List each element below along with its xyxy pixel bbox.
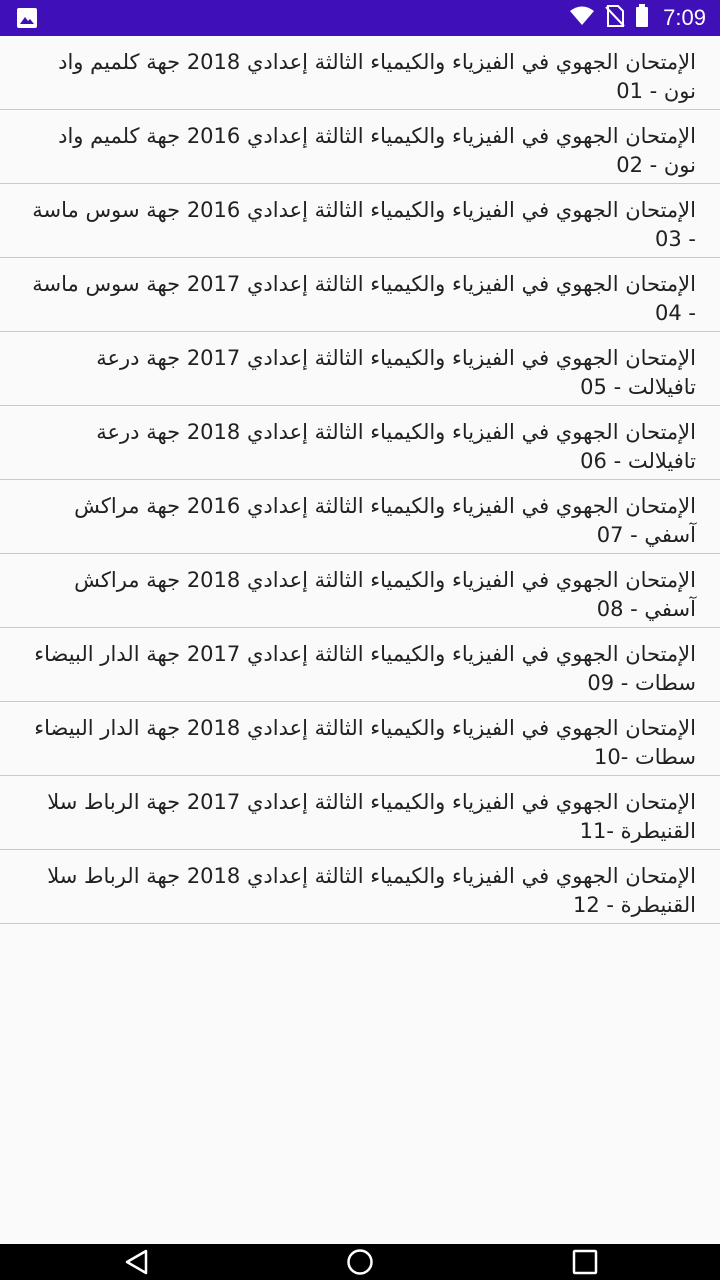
list-item-label: الإمتحان الجهوي في الفيزياء والكيمياء الثالثة إعدادي 2017 جهة درعة تافيلالت - 05 xyxy=(96,346,696,399)
navigation-bar xyxy=(0,1244,720,1280)
list-item-label: الإمتحان الجهوي في الفيزياء والكيمياء الثالثة إعدادي 2016 جهة كلميم واد نون - 02 xyxy=(58,124,696,177)
list-item[interactable] xyxy=(0,406,720,480)
status-time: 7:09 xyxy=(663,5,706,30)
list-item-label: الإمتحان الجهوي في الفيزياء والكيمياء الثالثة إعدادي 2018 جهة مراكش آسفي - 08 xyxy=(74,568,696,621)
list-item-label: الإمتحان الجهوي في الفيزياء والكيمياء الثالثة إعدادي 2018 جهة الرباط سلا القنيطرة - 12 xyxy=(47,864,696,917)
list-item-label: الإمتحان الجهوي في الفيزياء والكيمياء الثالثة إعدادي 2017 جهة الرباط سلا القنيطرة -11 xyxy=(47,790,696,843)
status-icons xyxy=(569,0,706,36)
list-item[interactable] xyxy=(0,258,720,332)
list-item-label: الإمتحان الجهوي في الفيزياء والكيمياء الثالثة إعدادي 2018 جهة الدار البيضاء سطات -10 xyxy=(34,716,696,769)
back-icon[interactable] xyxy=(122,1248,152,1276)
list-item[interactable] xyxy=(0,110,720,184)
exam-list xyxy=(0,36,720,924)
status-bar xyxy=(0,0,720,36)
list-item[interactable] xyxy=(0,628,720,702)
list-item[interactable] xyxy=(0,480,720,554)
list-item-label: الإمتحان الجهوي في الفيزياء والكيمياء الثالثة إعدادي 2017 جهة الدار البيضاء سطات - 09 xyxy=(34,642,696,695)
home-icon[interactable] xyxy=(345,1248,375,1276)
list-item-label: الإمتحان الجهوي في الفيزياء والكيمياء الثالثة إعدادي 2017 جهة سوس ماسة - 04 xyxy=(32,272,696,325)
list-item[interactable] xyxy=(0,554,720,628)
list-item[interactable] xyxy=(0,184,720,258)
list-item-label: الإمتحان الجهوي في الفيزياء والكيمياء الثالثة إعدادي 2016 جهة سوس ماسة - 03 xyxy=(32,198,696,251)
list-item-label: الإمتحان الجهوي في الفيزياء والكيمياء الثالثة إعدادي 2016 جهة مراكش آسفي - 07 xyxy=(74,494,696,547)
no-sim-icon xyxy=(605,4,625,32)
list-item[interactable] xyxy=(0,776,720,850)
recents-icon[interactable] xyxy=(570,1248,600,1276)
list-item[interactable] xyxy=(0,850,720,924)
list-item[interactable] xyxy=(0,36,720,110)
list-item[interactable] xyxy=(0,332,720,406)
battery-icon xyxy=(635,4,649,32)
image-icon xyxy=(16,7,38,29)
list-item-label: الإمتحان الجهوي في الفيزياء والكيمياء الثالثة إعدادي 2018 جهة كلميم واد نون - 01 xyxy=(58,50,696,103)
list-item[interactable] xyxy=(0,702,720,776)
wifi-icon xyxy=(569,5,595,31)
list-item-label: الإمتحان الجهوي في الفيزياء والكيمياء الثالثة إعدادي 2018 جهة درعة تافيلالت - 06 xyxy=(96,420,696,473)
